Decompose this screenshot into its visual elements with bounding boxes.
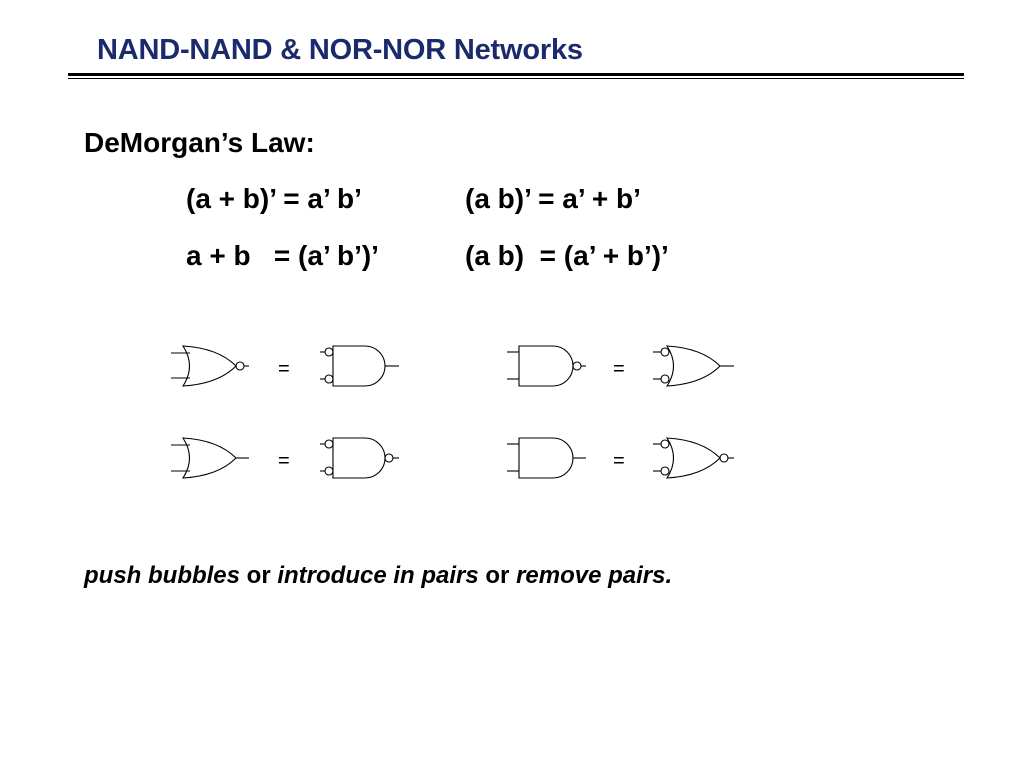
nand-gate [507, 346, 586, 386]
summary-remove-pairs: remove pairs. [516, 562, 673, 589]
and-gate-inverted-inputs [320, 346, 399, 386]
summary-introduce-in-pairs: introduce in pairs [277, 562, 479, 589]
nor-gate-inverted-inputs [653, 438, 734, 478]
equation-row1-left: (a + b)’ = a’ b’ [186, 183, 362, 214]
or-gate-inverted-inputs [653, 346, 734, 386]
summary-text [84, 562, 672, 590]
slide-title: NAND-NAND & NOR-NOR Networks [97, 34, 583, 66]
section-heading: DeMorgan’s Law: [84, 127, 315, 158]
equals-sign: = [613, 450, 625, 472]
equation-row2-left: a + b = (a’ b’)’ [186, 240, 379, 271]
or-gate [171, 438, 249, 478]
equals-sign: = [278, 450, 290, 472]
and-gate [507, 438, 586, 478]
equals-sign: = [278, 358, 290, 380]
equation-row1-right: (a b)’ = a’ + b’ [465, 183, 641, 214]
nand-gate-inverted-inputs [320, 438, 399, 478]
equals-sign: = [613, 358, 625, 380]
summary-push-bubbles: push bubbles [84, 562, 240, 589]
summary-or: or [240, 562, 278, 589]
equation-row2-right: (a b) = (a’ + b’)’ [465, 240, 669, 271]
nor-gate [171, 346, 249, 386]
summary-or: or [478, 562, 517, 589]
